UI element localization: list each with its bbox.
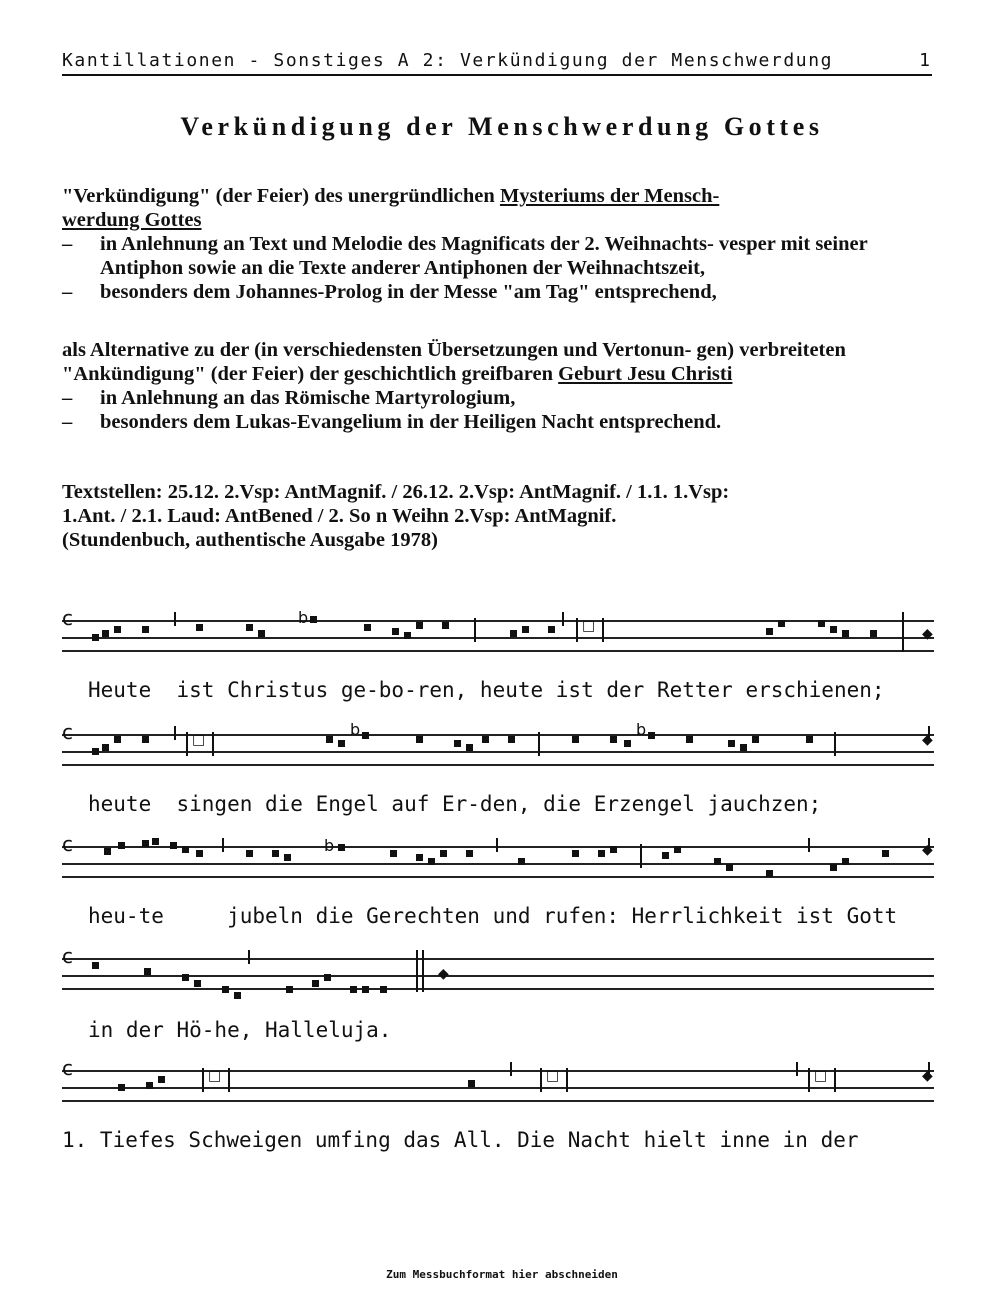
intro-text: "Verkündigung" (der Feier) des unergründlichen (62, 185, 500, 207)
c-clef-icon: c (62, 832, 73, 856)
lyric-line-4: in der Hö-he, Halleluja. (88, 1018, 392, 1042)
intro-item-2: – besonders dem Johannes-Prolog in der Messe "am Tag" entsprechend, (62, 281, 717, 303)
verse-line-1: 1. Tiefes Schweigen umfing das All. Die Nacht hielt inne in der (62, 1128, 859, 1152)
page-number: 1 (919, 50, 930, 71)
intro-item-text: in Anlehnung an Text und Melodie des Magnificats der 2. Weihnachts- vesper mit seiner Antiphon sowie an die Texte anderer Antiphonen der Weihnachtszeit, (100, 233, 868, 279)
music-staff-2: c □ b b ◆ (62, 726, 934, 766)
intro-paragraph (62, 184, 932, 304)
music-staff-5: c □ □ □ ◆ (62, 1062, 934, 1102)
sources-line-3: (Stundenbuch, authentische Ausgabe 1978) (62, 529, 438, 551)
running-header (62, 48, 932, 76)
intro-item-1: – in Anlehnung an Text und Melodie des Magnificats der 2. Weihnachts- vesper mit seiner Antiphon sowie an die Texte anderer Antiphonen der Weihnachtszeit, (62, 233, 868, 279)
lyric-line-3: heu-te jubeln die Gerechten und rufen: Herrlichkeit ist Gott (88, 904, 898, 928)
alternative-item-2: – besonders dem Lukas-Evangelium in der Heiligen Nacht entsprechend. (62, 411, 722, 433)
alternative-item-text: in Anlehnung an das Römische Martyrologium, (100, 387, 516, 409)
sources-line-1: Textstellen: 25.12. 2.Vsp: AntMagnif. / 26.12. 2.Vsp: AntMagnif. / 1.1. 1.Vsp: (62, 481, 730, 503)
lyric-line-1: Heute ist Christus ge-bo-ren, heute ist der Retter erschienen; (88, 678, 885, 702)
alternative-text-block (62, 338, 932, 386)
alternative-paragraph (62, 338, 932, 434)
sources-block (62, 480, 932, 552)
alternative-text: als Alternative zu der (in verschiedensten Übersetzungen und Vertonun- gen) verbreiteten "Ankündigung" (der Feier) der geschichtlich greifbaren (62, 339, 846, 385)
c-clef-icon: c (62, 606, 73, 630)
music-staff-3: c b ◆ (62, 838, 934, 878)
c-clef-icon: c (62, 1056, 73, 1080)
running-header-title: Kantillationen - Sonstiges A 2: Verkündigung der Menschwerdung (62, 50, 834, 71)
page-title: Verkündigung der Menschwerdung Gottes (180, 112, 824, 141)
alternative-underlined-text: Geburt Jesu Christi (558, 363, 733, 385)
sources-line-2: 1.Ant. / 2.1. Laud: AntBened / 2. So n Weihn 2.Vsp: AntMagnif. (62, 505, 617, 527)
intro-item-text: besonders dem Johannes-Prolog in der Messe "am Tag" entsprechend, (100, 281, 717, 303)
alternative-item-text: besonders dem Lukas-Evangelium in der Heiligen Nacht entsprechend. (100, 411, 722, 433)
alternative-item-1: – in Anlehnung an das Römische Martyrologium, (62, 387, 516, 409)
footer-cut-note: Zum Messbuchformat hier abschneiden (386, 1268, 618, 1281)
lyric-line-2: heute singen die Engel auf Er-den, die Erzengel jauchzen; (88, 792, 822, 816)
intro-underlined-continuation: werdung Gottes (62, 209, 202, 231)
music-staff-4: c ◆ (62, 950, 934, 990)
c-clef-icon: c (62, 944, 73, 968)
intro-underlined-text: Mysteriums der Mensch- (499, 185, 720, 207)
music-staff-1: c b □ ◆ (62, 612, 934, 652)
c-clef-icon: c (62, 720, 73, 744)
intro-line (62, 184, 932, 208)
